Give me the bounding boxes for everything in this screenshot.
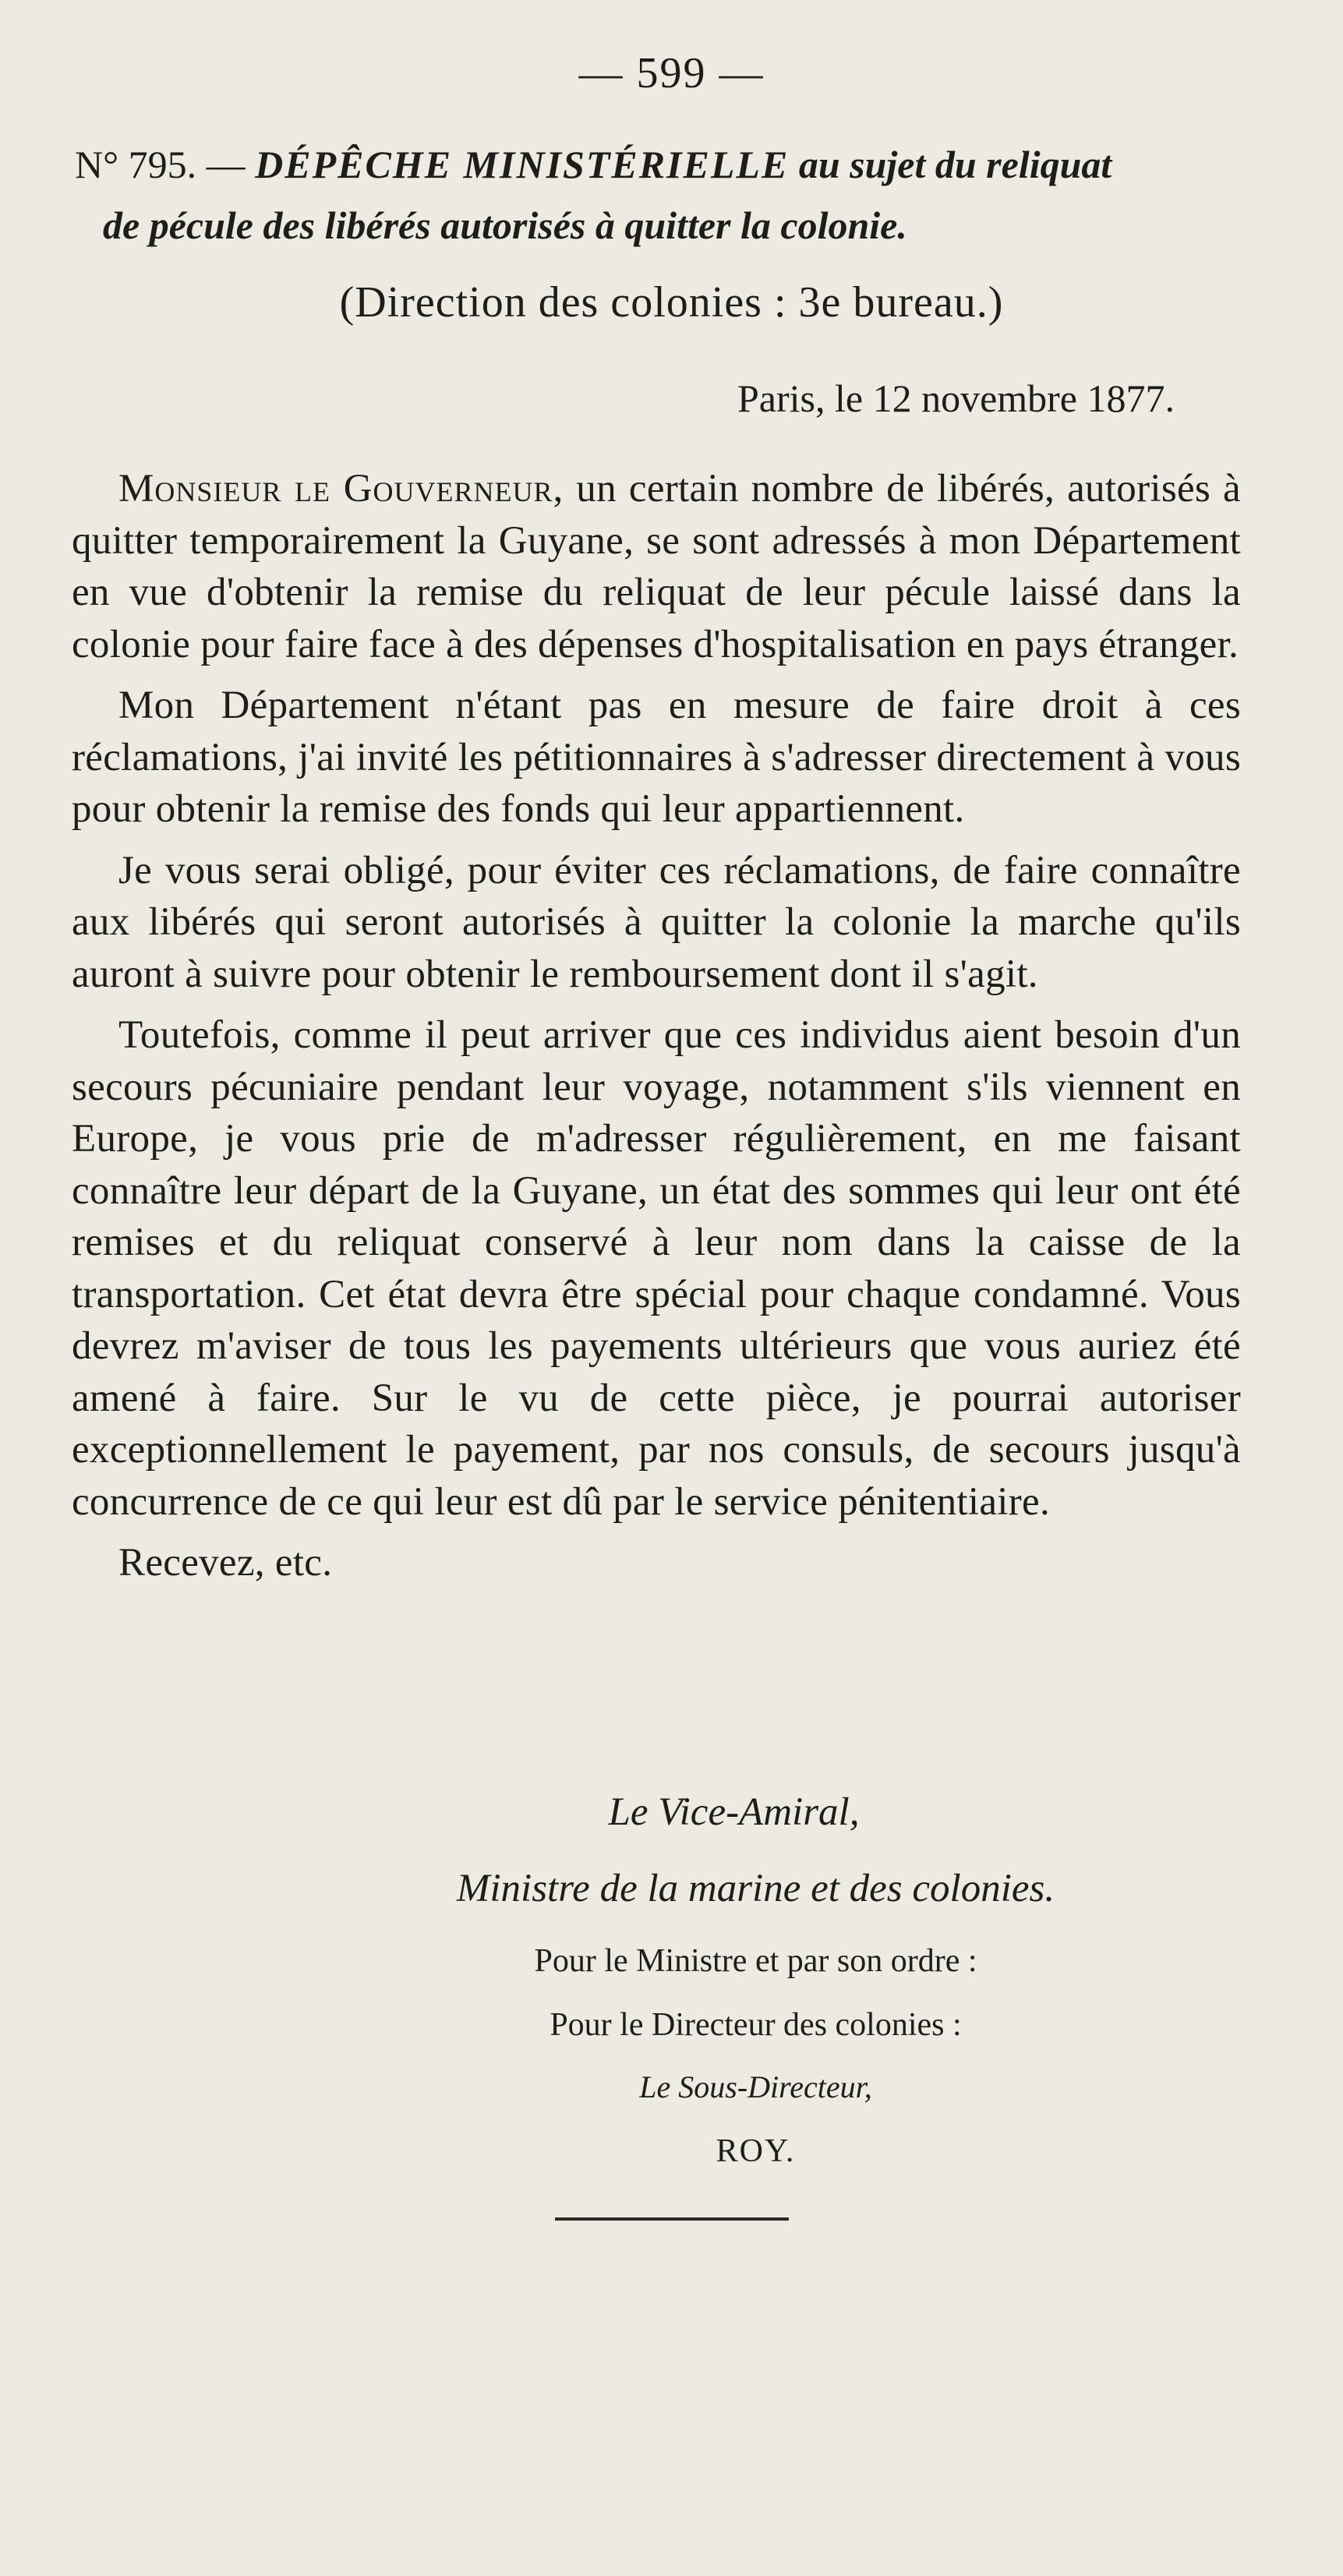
end-rule [555, 2217, 789, 2221]
paragraph-3: Je vous serai obligé, pour éviter ces réclamations, de faire connaître aux libérés qui seront autorisés à quitter la colonie la marche qu'ils auront à suivre pour obtenir le remboursement dont il s'agit. [72, 848, 1241, 996]
paragraph-2: Mon Département n'étant pas en mesure de faire droit à ces réclamations, j'ai invité les pétitionnaires à s'adresser directement à vous pour obtenir la remise des fonds qui leur appartiennent. [72, 684, 1241, 831]
signature-delegation: Pour le Ministre et par son ordre : [534, 1943, 977, 1979]
signature-office: Ministre de la marine et des colonies. [456, 1867, 1055, 1910]
signature-subdirector: Le Sous-Directeur, [639, 2069, 872, 2104]
dispatch-subject-line1: au sujet du reliquat [798, 143, 1112, 186]
salutation: Monsieur le Gouverneur, [118, 467, 564, 511]
page-number: — 599 — [578, 49, 765, 97]
paragraph-1-text: un certain nombre de libérés, autorisés à quitter temporairement la Guyane, se sont adressés à mon Département en vue d'obtenir la remise du reliquat de leur pécule laissé dans la colonie pour faire face à des dépenses d'hospitalisation en pays étranger. [72, 467, 1241, 666]
dispatch-date: Paris, le 12 novembre 1877. [737, 376, 1175, 420]
dispatch-title: DÉPÊCHE MINISTÉRIELLE [255, 143, 790, 186]
dispatch-subject-line2: de pécule des libérés autorisés à quitter la colonie. [103, 203, 907, 247]
direction-note: (Direction des colonies : 3e bureau.) [339, 278, 1004, 327]
closing-formula: Recevez, etc. [118, 1541, 333, 1585]
dispatch-heading [75, 134, 1252, 256]
body-text [72, 463, 1241, 1589]
paragraph-4: Toutefois, comme il peut arriver que ces individus aient besoin d'un secours pécuniaire pendant leur voyage, notamment s'ils viennent en Europe, je vous prie de m'adresser régulièrement, en me faisant connaître leur départ de la Guyane, un état des sommes qui leur ont été remises et du reliquat conservé à leur nom dans la caisse de la transportation. Cet état devra être spécial pour chaque condamné. Vous devrez m'aviser de tous les payements ultérieurs que vous auriez été amené à faire. Sur le vu de cette pièce, je pourrai autoriser exceptionnellement le payement, par nos consuls, de secours jusqu'à concurrence de ce qui leur est dû par le service pénitentiaire. [72, 1013, 1241, 1524]
signature-title: Le Vice-Amiral, [608, 1790, 860, 1834]
paragraph-1 [72, 463, 1241, 670]
signature-name: ROY. [716, 2133, 796, 2169]
dispatch-number: N° 795. — [75, 143, 246, 186]
signature-director: Pour le Directeur des colonies : [550, 2007, 962, 2043]
